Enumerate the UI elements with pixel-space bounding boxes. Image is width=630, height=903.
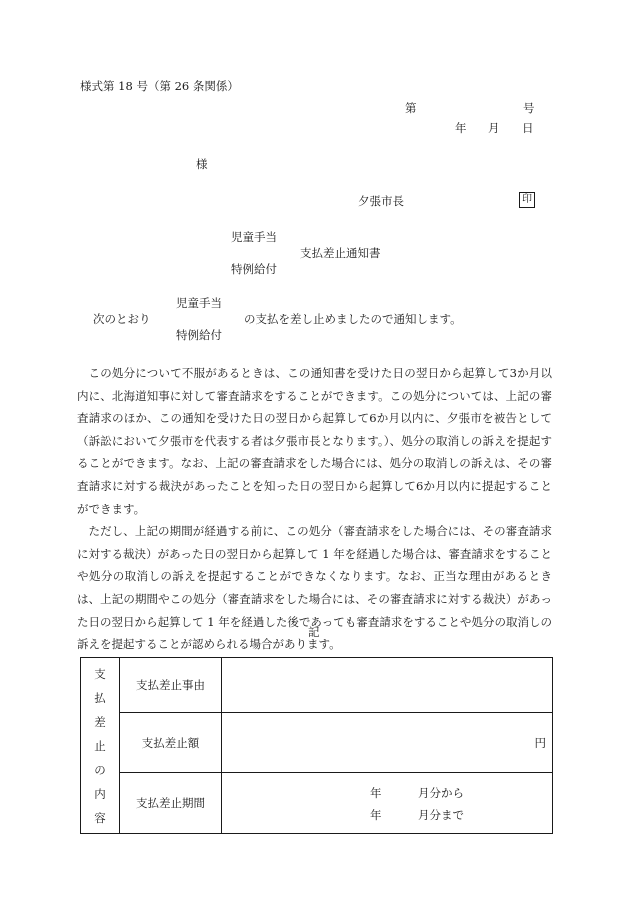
period-to-month: 月分まで (418, 808, 464, 822)
title-line-child-allowance: 児童手当 (231, 230, 277, 244)
appeal-notice (77, 362, 552, 656)
ki-heading: 記 (308, 625, 320, 639)
details-header-char: 止 (94, 738, 106, 753)
details-header-vertical-label (81, 662, 119, 830)
statement-option-child-allowance: 児童手当 (176, 296, 222, 310)
page-title: 支払差止通知書 (300, 246, 381, 260)
reason-label: 支払差止事由 (120, 658, 222, 713)
details-header-char: 払 (94, 690, 106, 705)
appeal-notice-paragraph-1: この処分について不服があるときは、この通知書を受けた日の翌日から起算して3か月以内に、北海道知事に対して審査請求をすることができます。この処分については、上記の審査請求のほか、この通知を受けた日の翌日から起算して6か月以内に、夕張市を被告として（訴訟において夕張市を代表する者は夕張市長となります。）、処分の取消しの訴えを提起することができます。なお、上記の審査請求をした場合には、処分の取消しの訴えは、その審査請求に対する裁決があったことを知った日の翌日から起算して6か月以内に提起することができます。 (77, 366, 552, 516)
statement-option-special-benefit: 特例給付 (176, 328, 222, 342)
document-number-prefix: 第 (405, 101, 417, 115)
details-header-char: 支 (94, 666, 106, 681)
appeal-notice-paragraph-2: ただし、上記の期間が経過する前に、この処分（審査請求をした場合には、その審査請求に対する裁決）があった日の翌日から起算して 1 年を経過した場合は、審査請求をすることや処分の取消しの訴えを提起することができなくなります。なお、正当な理由があるときは、上記の期間やこの処分（審査請求をした場合には、その審査請求に対する裁決）があった日の翌日から起算して 1 年を経過した後であっても審査請求をすることや処分の取消しの訴えを提起することが認められる場合があります。 (77, 524, 552, 652)
period-from-month: 月分から (418, 786, 464, 800)
yen-unit: 円 (534, 735, 546, 750)
details-header-char: の (94, 762, 106, 777)
details-header-char: 差 (94, 714, 106, 729)
period-label: 支払差止期間 (120, 773, 222, 834)
details-header-char: 内 (94, 786, 106, 801)
amount-value[interactable] (222, 713, 553, 773)
document-number-suffix: 号 (523, 101, 535, 115)
statement-tail: の支払を差し止めましたので通知します。 (244, 312, 462, 326)
amount-label: 支払差止額 (120, 713, 222, 773)
issuer-name: 夕張市長 (358, 194, 404, 208)
reason-value[interactable] (222, 658, 553, 713)
date-year-label: 年 (455, 121, 467, 135)
details-header-cell (81, 658, 120, 834)
date-month-label: 月 (488, 121, 500, 135)
statement-lead: 次のとおり (93, 312, 151, 326)
title-line-special-benefit: 特例給付 (231, 262, 277, 276)
period-from-year: 年 (370, 786, 382, 800)
date-day-label: 日 (522, 121, 534, 135)
addressee-suffix: 様 (196, 157, 208, 171)
period-value[interactable] (222, 773, 553, 834)
suspension-details-table (80, 657, 553, 834)
details-header-char: 容 (94, 810, 106, 825)
form-number: 様式第 18 号（第 26 条関係） (80, 79, 239, 93)
period-to-year: 年 (370, 808, 382, 822)
seal-mark: 印 (519, 192, 535, 208)
